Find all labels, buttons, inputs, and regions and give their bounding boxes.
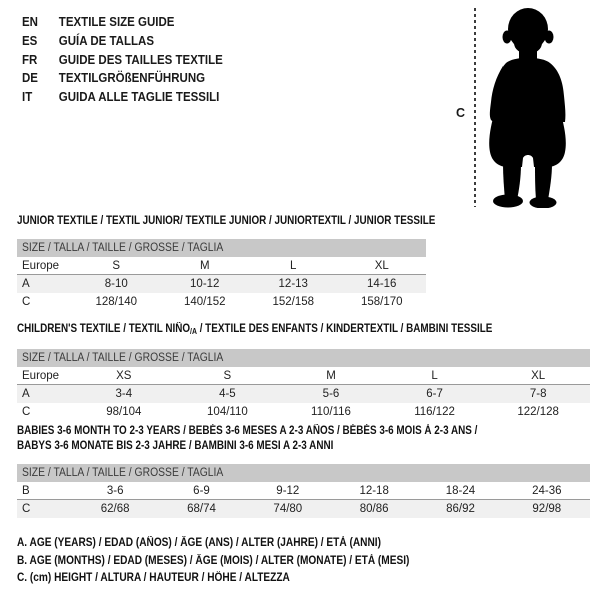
size-cell: 158/170 [360,296,403,308]
size-cell: 68/74 [187,503,216,515]
language-title-list [22,13,223,106]
size-cell: 92/98 [532,503,562,515]
table-row-c [17,293,426,311]
dashed-measure-line [474,8,476,207]
size-cell: XL [531,369,546,382]
note-age-months: B. AGE (MONTHS) / EDAD (MESES) / ÂGE (MOIS) / ALTER (MONATE) / ETÀ (MESI) [17,554,410,567]
size-cell: 8-10 [104,278,128,290]
size-cell: 3-6 [106,484,124,497]
size-cell: 5-6 [322,388,340,400]
size-cell: XS [116,369,132,382]
lang-title: TEXTILE SIZE GUIDE [58,15,175,30]
row-label: Europe [22,369,60,382]
size-cell: 6-7 [426,388,443,400]
table-rows [17,367,590,421]
lang-title: GUÍA DE TALLAS [58,34,154,49]
table-row-europe [17,257,426,275]
lang-row-de [22,69,223,88]
lang-row-it [22,88,223,107]
size-cell: S [223,369,232,382]
size-cell: L [431,369,438,382]
lang-code: IT [22,90,33,105]
size-cell: 14-16 [367,278,397,290]
table-row-a [17,275,426,293]
size-cell: 116/122 [414,406,455,418]
size-cell: 110/116 [311,406,351,418]
table-title-segment: CHILDREN'S TEXTILE / TEXTIL NIÑO [17,323,191,335]
lang-row-en [22,13,223,32]
size-cell: 128/140 [95,296,138,308]
size-cell: M [326,369,336,382]
table-title [17,214,436,229]
children-size-table [17,322,590,421]
size-cell: 122/128 [517,406,559,418]
row-label: B [22,484,30,497]
size-cell: 9-12 [276,484,300,497]
size-cell: 12-13 [278,278,308,290]
figure-height-label: C [456,106,466,120]
note-age-years: A. AGE (YEARS) / EDAD (AÑOS) / ÂGE (ANS) / ALTER (JAHRE) / ETÀ (ANNI) [17,537,381,549]
table-title-segment: JUNIOR TEXTILE / TEXTIL JUNIOR/ TEXTILE JUNIOR / JUNIORTEXTIL / JUNIOR TESSILE [17,215,436,227]
table-row-c [17,500,590,518]
lang-title: TEXTILGRÖßENFÜHRUNG [58,71,206,86]
table-rows [17,482,590,518]
size-header-text: SIZE / TALLA / TAILLE / GRÖSSE / TAGLIA [22,352,224,364]
note-height-cm: C. (cm) HEIGHT / ALTURA / HAUTEUR / HÖHE / ALTEZZA [17,572,290,584]
legend-notes [17,535,463,588]
row-label: C [22,503,31,515]
size-cell: 18-24 [445,484,476,497]
size-cell: 7-8 [529,388,547,400]
table-row-a [17,385,590,403]
table-title-segment: / TEXTILE DES ENFANTS / KINDERTEXTIL / BAMBINI TESSILE [196,323,493,335]
size-cell: 12-18 [359,484,389,497]
table-row-europe [17,367,590,385]
row-label: C [22,296,31,308]
size-cell: 24-36 [532,484,562,497]
size-header-text: SIZE / TALLA / TAILLE / GRÖSSE / TAGLIA [22,467,224,479]
size-cell: 98/104 [106,406,142,418]
size-header-bar [17,239,426,257]
table-title-line [17,322,510,339]
lang-code: EN [22,15,38,30]
row-label: C [22,406,31,418]
lang-code: ES [22,34,38,49]
size-header-text: SIZE / TALLA / TAILLE / GRÖSSE / TAGLIA [22,242,224,254]
size-cell: 3-4 [115,388,133,400]
lang-code: DE [22,71,38,86]
lang-title: GUIDE DES TAILLES TEXTILE [58,52,223,67]
lang-row-fr [22,50,223,69]
toddler-silhouette-icon [481,6,573,208]
size-cell: 104/110 [207,406,248,418]
table-title-line [17,214,436,229]
size-cell: 10-12 [190,278,220,290]
lang-code: FR [22,52,38,67]
size-cell: 4-5 [219,388,236,400]
size-cell: 6-9 [193,484,210,497]
size-cell: 140/152 [183,296,226,308]
table-title-segment: BABIES 3-6 MONTH TO 2-3 YEARS / BEBÉS 3-6 MESES A 2-3 AÑOS / BÉBÉS 3-6 MOIS À 2-3 ANS / [17,425,478,437]
size-cell: 152/158 [272,296,315,308]
junior-size-table [17,214,436,311]
size-cell: XL [374,259,389,272]
size-cell: 74/80 [273,503,303,515]
size-header-bar [17,464,590,482]
size-cell: M [199,259,210,272]
table-row-b [17,482,590,500]
table-rows [17,257,426,311]
size-cell: L [290,259,297,272]
row-label: A [22,388,30,400]
row-label: A [22,278,30,290]
table-title [17,424,590,454]
table-title-line [17,439,510,454]
babies-size-table [17,424,590,518]
table-title-line [17,424,510,439]
size-cell: 62/68 [100,503,130,515]
table-row-c [17,403,590,421]
table-title-segment: BABYS 3-6 MONATE BIS 2-3 JAHRE / BAMBINI 3-6 MESI A 2-3 ANNI [17,440,334,452]
size-cell: S [112,259,121,272]
size-cell: 86/92 [446,503,475,515]
lang-title: GUIDA ALLE TAGLIE TESSILI [58,90,220,105]
lang-row-es [22,32,223,51]
table-title-segment: /A [190,327,197,336]
size-cell: 80/86 [359,503,389,515]
row-label: Europe [22,259,60,272]
table-title [17,322,590,339]
size-header-bar [17,349,590,367]
